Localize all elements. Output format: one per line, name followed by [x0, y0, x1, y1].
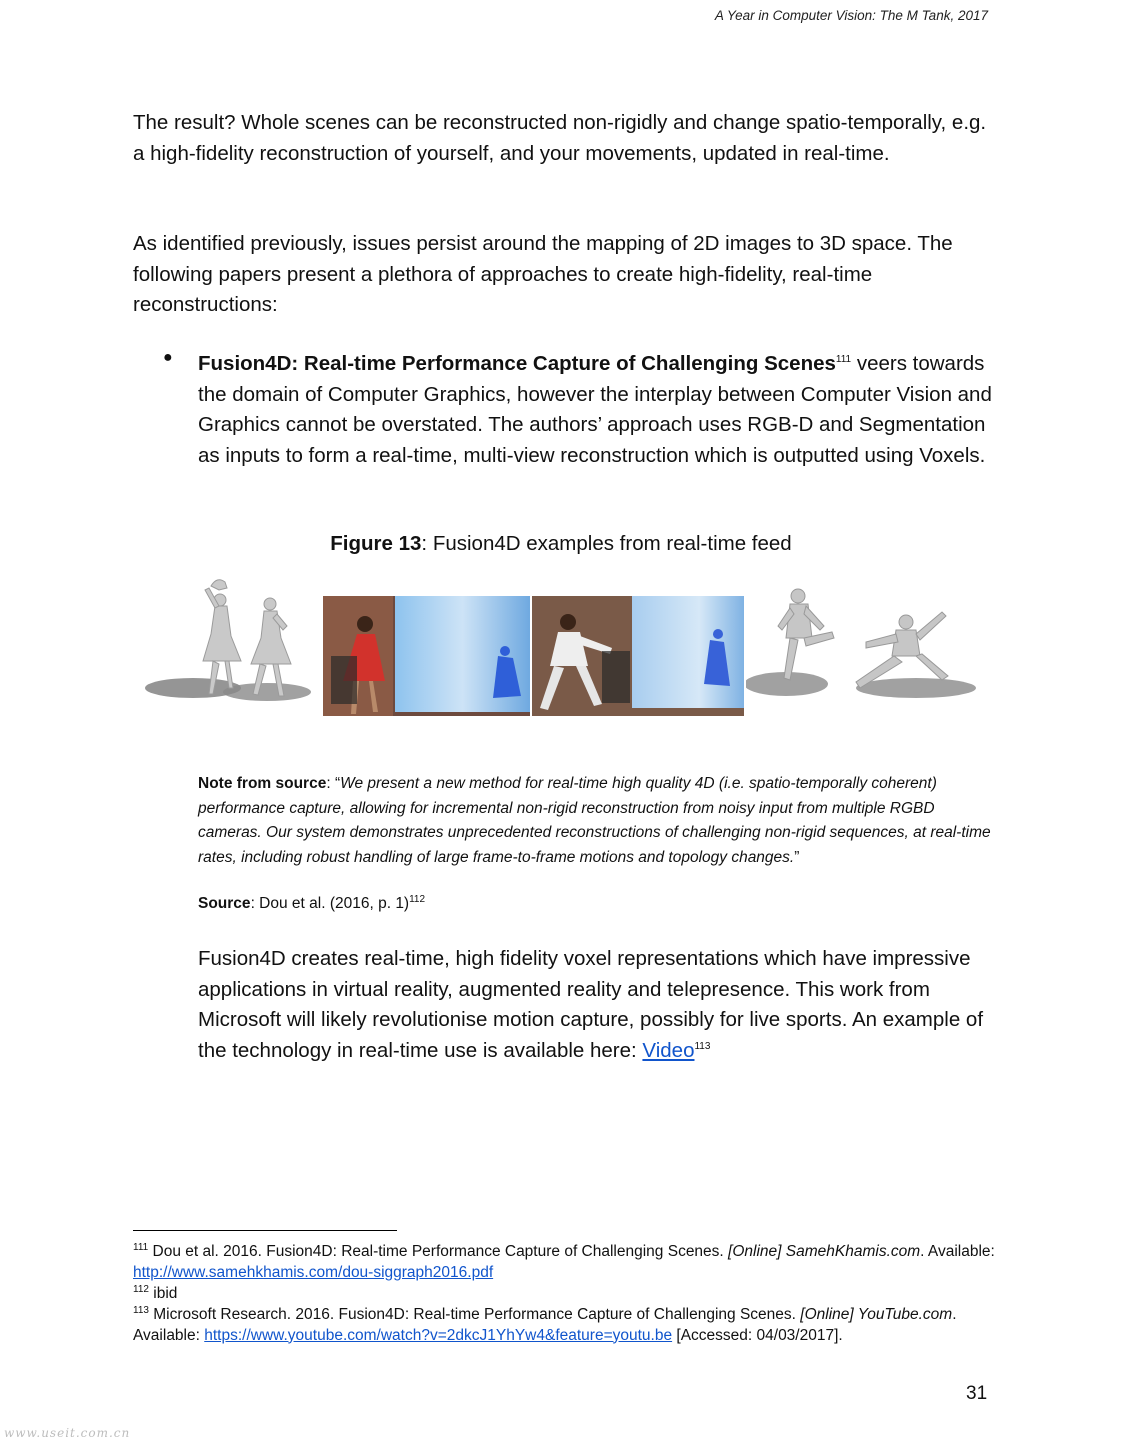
footnote-link[interactable]: https://www.youtube.com/watch?v=2dkcJ1YhYw4&feature=youtu.be: [204, 1326, 673, 1344]
paragraph-fusion4d-summary: [198, 944, 998, 1066]
note-close: ”: [794, 848, 800, 866]
running-header: A Year in Computer Vision: The M Tank, 2017: [714, 8, 988, 23]
footnote-ref-111[interactable]: 111: [835, 354, 852, 366]
source-line: [198, 895, 425, 913]
footnote-link[interactable]: http://www.samehkhamis.com/dou-siggraph2016.pdf: [133, 1263, 494, 1281]
bullet-marker: ●: [163, 349, 173, 366]
footnote-accessed: [Accessed: 04/03/2017].: [672, 1326, 843, 1344]
footnote-available: . Available:: [920, 1243, 995, 1260]
bullet-text: veers towards the domain of Computer Graphics, however the interplay between Computer Vision and Graphics cannot be overstated. The authors’ approach uses RGB-D and Segmentation as inputs to form a real-time, multi-view reconstruction which is outputted using Voxels.: [198, 352, 992, 467]
note-from-source: [198, 772, 998, 870]
figure-caption: [0, 532, 1122, 556]
bullet-fusion4d: [198, 349, 998, 471]
source-label: Source: [198, 895, 251, 912]
footnote-111: [133, 1242, 1003, 1283]
footnote-text: ibid: [148, 1285, 178, 1302]
footnote-source: [Online] SamehKhamis.com: [728, 1243, 921, 1260]
footnote-number: 111: [133, 1241, 149, 1253]
martial-arts-figurines: [746, 576, 985, 720]
footnote-112: [133, 1284, 1003, 1305]
video-link[interactable]: Video: [642, 1038, 695, 1062]
paragraph-issues: As identified previously, issues persist around the mapping of 2D images to 3D space. The following papers present a plethora of approaches to create high-fidelity, real-time reconstructions:: [133, 232, 953, 316]
note-label: Note from source: [198, 775, 327, 792]
footnote-113: [133, 1305, 1003, 1346]
photo-red-dress-dancer: [323, 596, 530, 716]
page-number: 31: [966, 1383, 988, 1404]
footnote-ref-112[interactable]: 112: [409, 893, 426, 905]
figure-label: Figure 13: [330, 532, 422, 555]
figure-caption-text: : Fusion4D examples from real-time feed: [421, 532, 792, 555]
paragraph-result: The result? Whole scenes can be reconstructed non-rigidly and change spatio-temporally, e.g. a high-fidelity reconstruction of yourself, and your movements, updated in real-time.: [133, 111, 987, 165]
footnote-text: Dou et al. 2016. Fusion4D: Real-time Performance Capture of Challenging Scenes.: [148, 1243, 729, 1260]
footnote-text: Microsoft Research. 2016. Fusion4D: Real-time Performance Capture of Challenging Scenes.: [148, 1306, 801, 1323]
source-text: : Dou et al. (2016, p. 1): [250, 895, 410, 912]
note-quote: We present a new method for real-time high quality 4D (i.e. spatio-temporally coherent) performance capture, allowing for incremental non-rigid reconstruction from noisy input from multiple RGBD cameras. Our system demonstrates unprecedented reconstructions of challenging non-rigid sequences, at real-time rates, including robust handling of large frame-to-frame motions and topology changes.: [198, 775, 991, 866]
note-sep: : “: [326, 775, 341, 792]
footnote-number: 113: [133, 1304, 149, 1316]
footnote-number: 112: [133, 1283, 149, 1295]
footnote-divider: [133, 1230, 397, 1231]
summary-text: Fusion4D creates real-time, high fidelity voxel representations which have impressive applications in virtual reality, augmented reality and telepresence. This work from Microsoft will likely revolutionise motion capture, possibly for live sports. An example of the technology in real-time use is available here:: [198, 947, 984, 1062]
dancer-figurines: [145, 576, 323, 720]
footnote-ref-113[interactable]: 113: [694, 1040, 711, 1052]
figure-image: [145, 576, 985, 720]
footnote-source: [Online] YouTube.com: [800, 1306, 953, 1323]
photo-white-outfit-dancer: [532, 596, 744, 716]
watermark: www.useit.com.cn: [4, 1426, 131, 1440]
bullet-title: Fusion4D: Real-time Performance Capture of Challenging Scenes: [198, 352, 836, 375]
footnote-available: . Available:: [133, 1306, 957, 1344]
